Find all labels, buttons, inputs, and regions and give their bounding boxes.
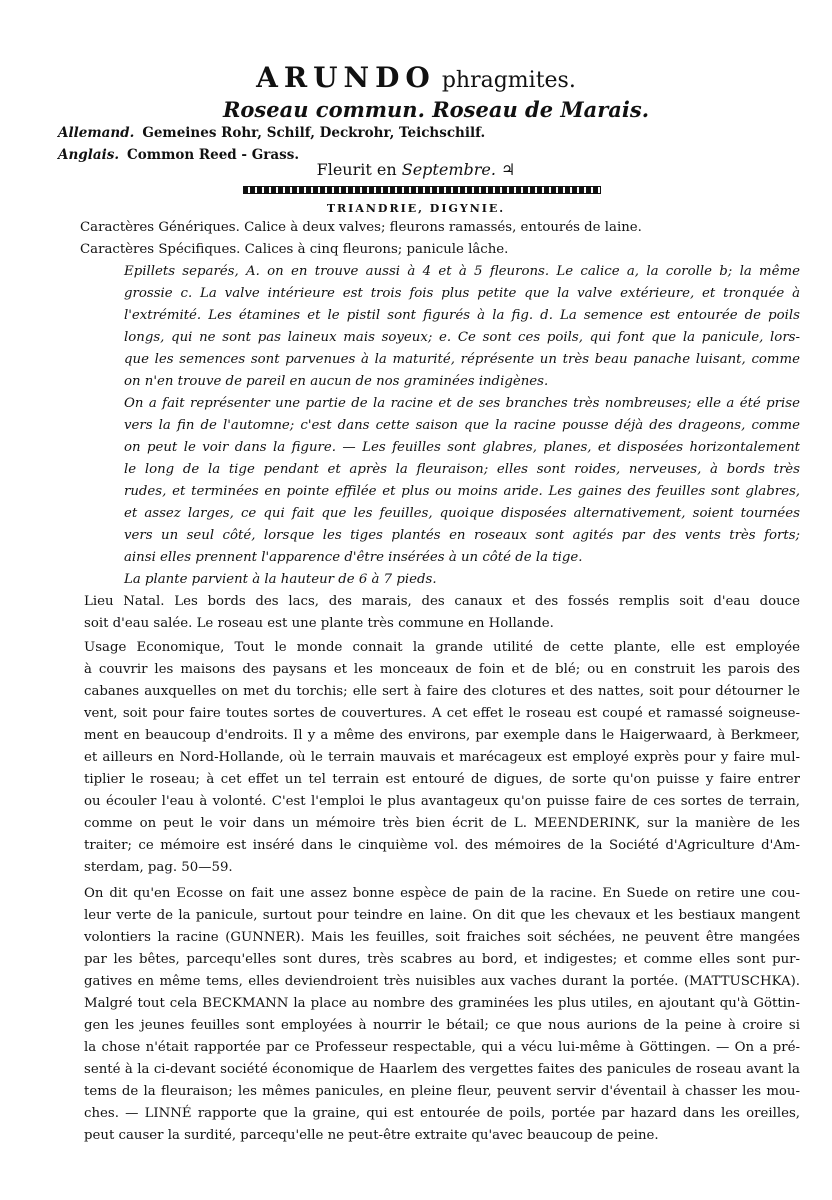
text-line: l'extrémité. Les étamines et le pistil sont figurés à la fig. d. La semence est entourée de poils bbox=[124, 308, 800, 323]
text-line: sterdam, pag. 50—59. bbox=[84, 860, 233, 875]
text-line: longs, qui ne sont pas laineux mais soyeux; e. Ce sont ces poils, qui font que la panicule, lors- bbox=[124, 330, 800, 345]
name-german bbox=[58, 122, 485, 144]
class-heading: TRIANDRIE, DIGYNIE. bbox=[326, 202, 506, 215]
text-line: à couvrir les maisons des paysans et les monceaux de foin et de blé; ou en construit les parois des bbox=[84, 662, 800, 677]
text-line: grossie c. La valve intérieure est trois fois plus petite que la valve extérieure, et tronquée à bbox=[124, 286, 800, 301]
text-line: cabanes auxquelles on met du torchis; elle sert à faire des clotures et des nattes, soit pour détourner le bbox=[84, 684, 800, 699]
text-line: que les semences sont parvenues à la maturité, réprésente un très beau panache luisant, comme bbox=[124, 352, 800, 367]
text-line: le long de la tige pendant et après la fleuraison; elles sont roides, nerveuses, à bords très bbox=[124, 462, 800, 477]
text-line: et assez larges, ce qui fait que les feuilles, quoique disposées alternativement, soient tournées bbox=[124, 506, 800, 521]
text-line: ment en beaucoup d'endroits. Il y a même des environs, par exemple dans le Haigerwaard, à Berkmeer, bbox=[84, 728, 800, 743]
text-line: par les bêtes, parcequ'elles sont dures, très scabres au bord, et indigestes; et comme elles sont pur- bbox=[84, 952, 800, 967]
text-line: traiter; ce mémoire est inséré dans le cinquième vol. des mémoires de la Société d'Agriculture d'Am- bbox=[84, 838, 800, 853]
text-line: peut causer la surdité, parcequ'elle ne peut-être extraite qu'avec beaucoup de peine. bbox=[84, 1128, 659, 1143]
text-line: Epillets separés, A. on en trouve aussi à 4 et à 5 fleurons. Le calice a, la corolle b; la même bbox=[124, 264, 800, 279]
text-line: on peut le voir dans la figure. — Les feuilles sont glabres, planes, et disposées horizontalement bbox=[124, 440, 800, 455]
text-line: vent, soit pour faire toutes sortes de couvertures. A cet effet le roseau est coupé et ramassé soigneuse- bbox=[84, 706, 800, 721]
flowering-month: Septembre. bbox=[401, 160, 496, 179]
name-label: Allemand. bbox=[58, 125, 135, 141]
text-line: On a fait représenter une partie de la racine et de ses branches très nombreuses; elle a été prise bbox=[124, 396, 800, 411]
body-text bbox=[0, 200, 832, 218]
text-line: La plante parvient à la hauteur de 6 à 7 pieds. bbox=[124, 572, 437, 587]
name-text: Common Reed - Grass. bbox=[127, 147, 300, 163]
title bbox=[0, 62, 832, 97]
name-label: Anglais. bbox=[58, 147, 120, 163]
text-line: et ailleurs en Nord-Hollande, où le terrain mauvais et marécageux est employé exprès pour y faire mul- bbox=[84, 750, 800, 765]
text-line: comme on peut le voir dans un mémoire très bien écrit de L. MEENDERINK, sur la manière de les bbox=[84, 816, 800, 831]
text-line: ches. — LINNÉ rapporte que la graine, qui est entourée de poils, portée par hazard dans les oreilles, bbox=[84, 1106, 800, 1121]
text-line: gatives en même tems, elles deviendroient très nuisibles aux vaches durant la portée. (MATTUSCHKA). bbox=[84, 974, 800, 989]
text-line: la chose n'était rapportée par ce Professeur respectable, qui a vécu lui-même à Göttingen. — On a pré- bbox=[84, 1040, 800, 1055]
text-line: Lieu Natal. Les bords des lacs, des marais, des canaux et des fossés remplis soit d'eau douce bbox=[84, 594, 800, 609]
subtitle: Roseau commun. Roseau de Marais. bbox=[222, 97, 650, 122]
text-line: vers un seul côté, lorsque les tiges plantés en roseaux sont agités par des vents très forts; bbox=[124, 528, 800, 543]
text-line: tiplier le roseau; à cet effet un tel terrain est entouré de digues, de sorte qu'on puisse y faire entrer bbox=[84, 772, 800, 787]
text-line: ou écouler l'eau à volonté. C'est l'emploi le plus avantageux qu'on puisse faire de ces sortes de terrain, bbox=[84, 794, 800, 809]
perennial-symbol: ♃ bbox=[501, 160, 516, 179]
text-line: rudes, et terminées en pointe effilée et plus ou moins aride. Les gaines des feuilles sont glabres, bbox=[124, 484, 800, 499]
text-line: leur verte de la panicule, surtout pour teindre en laine. On dit que les chevaux et les bestiaux mangent bbox=[84, 908, 800, 923]
text-line: On dit qu'en Ecosse on fait une assez bonne espèce de pain de la racine. En Suede on retire une cou- bbox=[84, 886, 800, 901]
ornamental-rule bbox=[243, 186, 601, 194]
text-line: senté à la ci-devant société économique de Haarlem des vergettes faites des panicules de roseau avant la bbox=[84, 1062, 800, 1077]
text-line: Malgré tout cela BECKMANN la place au nombre des graminées les plus utiles, en ajoutant qu'à Göttin- bbox=[84, 996, 800, 1011]
text-line: soit d'eau salée. Le roseau est une plante très commune en Hollande. bbox=[84, 616, 554, 631]
text-line: Caractères Spécifiques. Calices à cinq fleurons; panicule lâche. bbox=[80, 242, 509, 257]
text-line: on n'en trouve de pareil en aucun de nos graminées indigènes. bbox=[124, 374, 549, 389]
text-line: vers la fin de l'automne; c'est dans cette saison que la racine pousse déjà des drageons, comme bbox=[124, 418, 800, 433]
title-block bbox=[0, 62, 832, 123]
text-line: tems de la fleuraison; les mêmes panicules, en pleine fleur, peuvent servir d'éventail à chasser les mou- bbox=[84, 1084, 800, 1099]
flowering-line bbox=[0, 160, 832, 179]
title-genus: ARUNDO bbox=[256, 61, 436, 94]
name-text: Gemeines Rohr, Schilf, Deckrohr, Teichschilf. bbox=[142, 125, 486, 141]
text-line: ainsi elles prennent l'apparence d'être insérées à un côté de la tige. bbox=[124, 550, 583, 565]
text-line: Caractères Génériques. Calice à deux valves; fleurons ramassés, entourés de laine. bbox=[80, 220, 642, 235]
text-line: Usage Economique, Tout le monde connait la grande utilité de cette plante, elle est employée bbox=[84, 640, 800, 655]
text-line: gen les jeunes feuilles sont employées à nourrir le bétail; ce que nous aurions de la peine à croire si bbox=[84, 1018, 800, 1033]
title-species: phragmites. bbox=[441, 68, 576, 93]
text-line: volontiers la racine (GUNNER). Mais les feuilles, soit fraiches soit séchées, ne peuvent être mangées bbox=[84, 930, 800, 945]
flowering-prefix: Fleurit en bbox=[316, 160, 397, 179]
